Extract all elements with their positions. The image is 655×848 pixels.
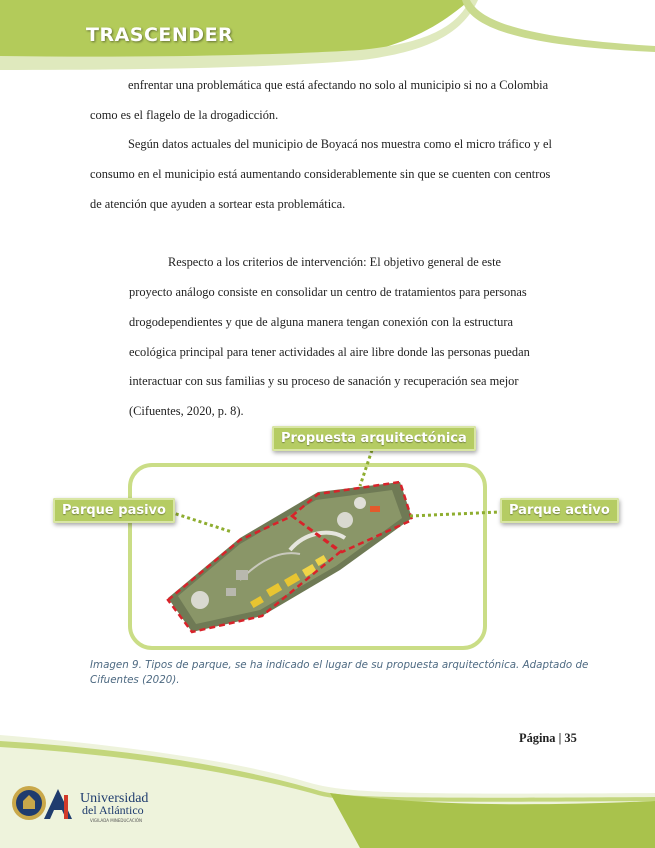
paragraph-line: consumo en el municipio está aumentando considerablemente sin que se cuenten con centros [90,167,551,181]
paragraph-line: como es el flagelo de la drogadicción. [90,108,279,122]
paragraph-line: de atención que ayuden a sortear esta problemática. [90,197,346,211]
page-number: Página | 35 [519,731,577,745]
brand-title: TRASCENDER [86,24,234,46]
university-subname: del Atlántico [82,803,144,817]
university-logo [10,781,180,827]
quote-line: drogodependientes y que de alguna manera tengan conexión con la estructura [129,315,513,329]
paragraph-line: enfrentar una problemática que está afectando no solo al municipio si no a Colombia [128,78,549,92]
label-parque-activo: Parque activo [500,498,619,523]
site-plan-illustration [0,420,655,655]
university-tag: VIGILADA MINEDUCACIÓN [90,818,142,823]
label-parque-pasivo: Parque pasivo [53,498,175,523]
quote-line: proyecto análogo consiste en consolidar un centro de tratamientos para personas [129,285,527,299]
park-figure [0,420,655,655]
header-band [0,0,655,70]
figure-caption: Imagen 9. Tipos de parque, se ha indicado el lugar de su propuesta arquitectónica. Adaptado de Cifuentes (2020). [90,659,589,686]
label-propuesta: Propuesta arquitectónica [272,426,476,451]
university-name: Universidad [80,791,149,806]
quote-line: Respecto a los criterios de intervención: El objetivo general de este [168,255,502,269]
quote-line: interactuar con sus familias y su proceso de sanación y recuperación sea mejor [129,374,519,388]
quote-line: (Cifuentes, 2020, p. 8). [129,404,244,418]
paragraph-line: Según datos actuales del municipio de Boyacá nos muestra como el micro tráfico y el [128,137,552,151]
quote-line: ecológica principal para tener actividades al aire libre donde las personas puedan [129,345,530,359]
